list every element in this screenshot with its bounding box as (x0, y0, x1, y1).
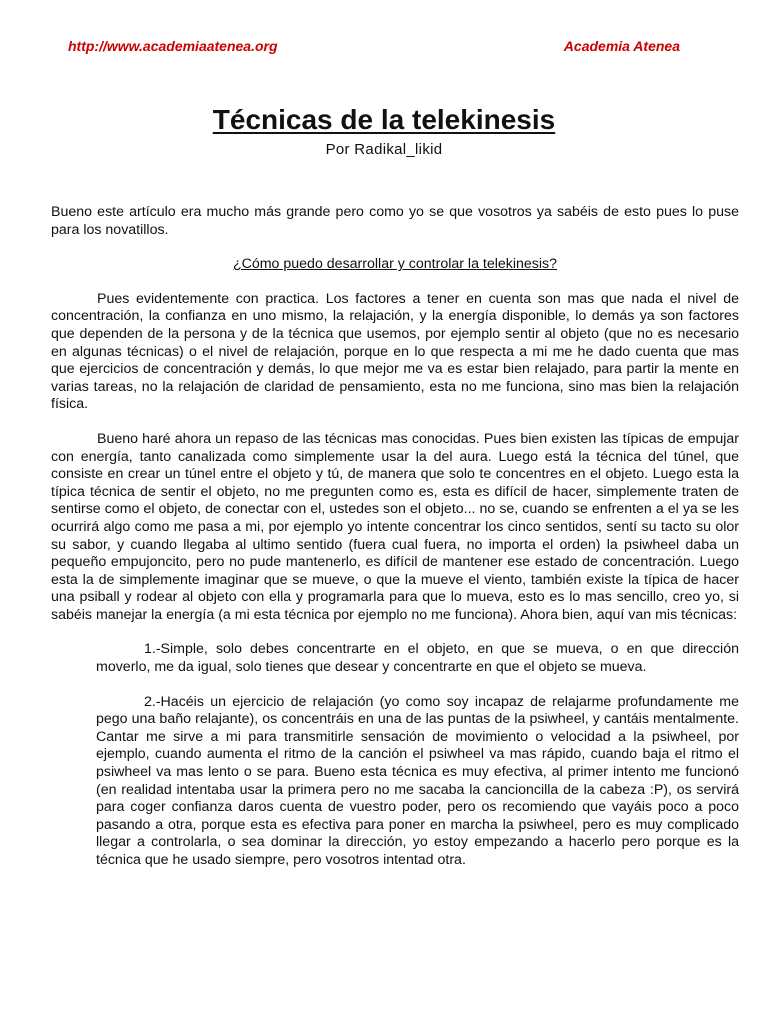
body-paragraph: Pues evidentemente con practica. Los factores a tener en cuenta son mas que nada el nivel de concentración, la confianza en uno mismo, la relajación, y la energía disponible, lo demás ya son factores que dependen de la persona y de la técnica que usemos, por ejemplo sentir al objeto (que no es necesario en algunas técnicas) o el nivel de relajación, porque en lo que respecta a mi me he dado cuenta que mas que ejercicios de concentración y demás, lo que mejor me va es estar bien relajado, para partir la mente en varias tareas, no la relajación de claridad de pensamiento, esta no me funciona, sino mas bien la relajación física. (51, 290, 739, 413)
document-title: Técnicas de la telekinesis (212, 104, 556, 135)
header-url[interactable]: http://www.academiaatenea.org (68, 38, 278, 54)
intro-paragraph: Bueno este artículo era mucho más grande pero como yo se que vosotros ya sabéis de esto pues lo puse para los novatillos. (51, 204, 739, 238)
technique-item: 1.-Simple, solo debes concentrarte en el objeto, en que se mueva, o en que dirección moverlo, me da igual, solo tienes que desear y concentrarte en que el objeto se mueva. (96, 641, 739, 676)
page-header (68, 38, 680, 54)
section-question: ¿Cómo puedo desarrollar y controlar la telekinesis? (232, 256, 558, 273)
body-paragraph: Bueno haré ahora un repaso de las técnicas mas conocidas. Pues bien existen las típicas de empujar con energía, tanto canalizada como simplemente usar la del aura. Luego está la técnica del túnel, que consiste en crear un túnel entre el objeto y tú, de manera que solo te concentres en el objeto. Luego esta la típica técnica de sentir el objeto, no me pregunten como es, esta es difícil de hacer, simplemente traten de sentirse como el objeto, de conectar con el, ustedes son el objeto... no se, cuando se enfrenten a el ya se les ocurrirá algo como me pasa a mi, por ejemplo yo intente concentrar los cinco sentidos, sentí su tacto su olor su sabor, y cuando llegaba al ultimo sentido (fuera cual fuera, no importa el orden) la psiwheel daba un pequeño empujoncito, pero no pude mantenerlo, es difícil de mantener ese estado de concentración. Luego esta la de simplemente imaginar que se mueve, o que la mueve el viento, también existe la típica de hacer una psiball y rodear al objeto con ella y programarla para que lo mueva, esto es lo mas sencillo, creo yo, si sabéis manejar la energía (a mi esta técnica por ejemplo no me funciona). Ahora bien, aquí van mis técnicas: (51, 430, 739, 623)
document-body (51, 204, 739, 887)
header-site-name: Academia Atenea (563, 38, 680, 54)
technique-item: 2.-Hacéis un ejercicio de relajación (yo como soy incapaz de relajarme profundamente me pego una baño relajante), os concentráis en una de las puntas de la psiwheel, y cantáis mentalmente. Cantar me sirve a mi para transmitirle sensación de movimiento o velocidad a la psiwheel, por ejemplo, cuando aumenta el ritmo de la canción el psiwheel va mas rápido, cuando baja el ritmo el psiwheel va mas lento o se para. Bueno esta técnica es muy efectiva, al primer intento me funcionó (en realidad intentaba usar la primera pero no me sacaba la cancioncilla de la cabeza :P), os servirá para coger confianza daros cuenta de vuestro poder, pero os recomiendo que vayáis poco a poco pasando a otra, porque esta es efectiva para poner en marcha la psiwheel, pero es muy complicado llegar a controlarla, o sea dominar la dirección, yo estoy empezando a hacerlo pero porque es la técnica que he usado siempre, pero vosotros intentad otra. (96, 693, 739, 868)
document-author: Por Radikal_likid (325, 141, 443, 158)
